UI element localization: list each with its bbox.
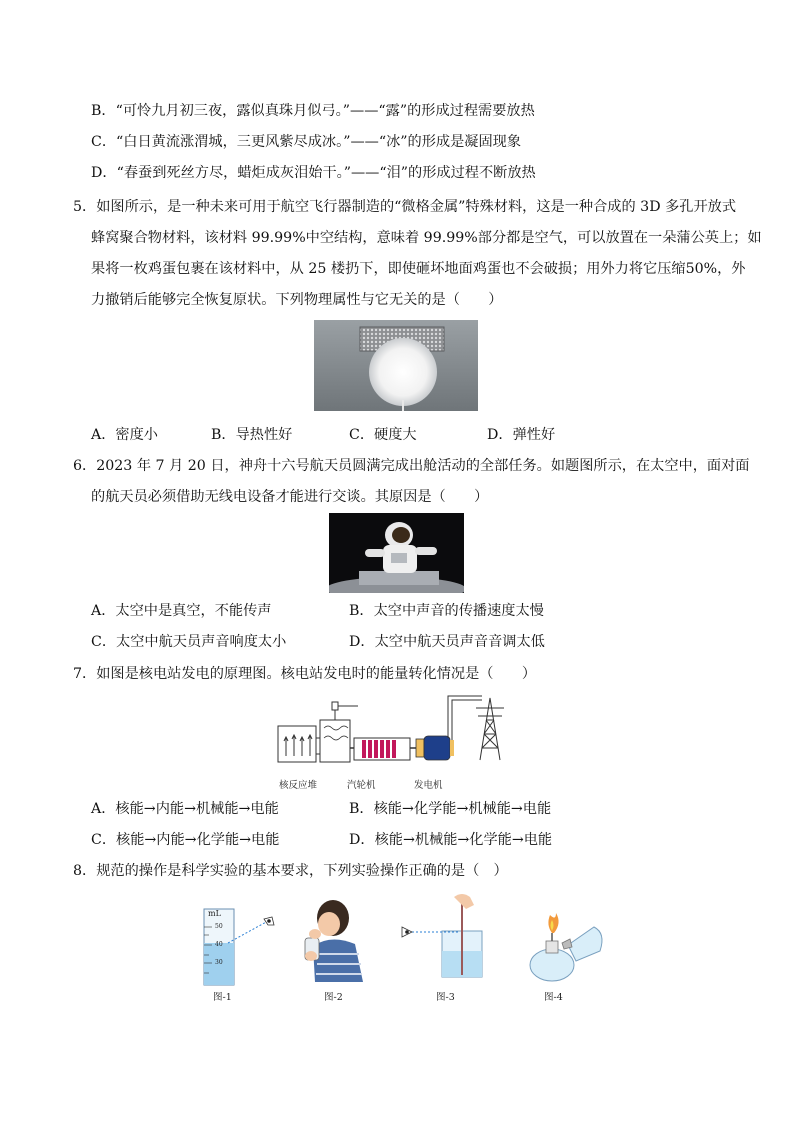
cylinder-tick-30: 30: [215, 959, 223, 966]
q6-option-b: B．太空中声音的传播速度太慢: [349, 603, 544, 619]
q7-option-d: D．核能→机械能→化学能→电能: [349, 832, 553, 848]
beaker-reading-figure: [392, 893, 484, 983]
q5-stem-line1: 5．如图所示，是一种未来可用于航空飞行器制造的“微格金属”特殊材料，这是一种合成的 3D 多孔开放式: [73, 199, 737, 215]
q5-stem-line4: 力撤销后能够完全恢复原状。下列物理属性与它无关的是（ ）: [91, 292, 503, 308]
q7-option-a: A．核能→内能→机械能→电能: [91, 801, 279, 817]
q4-option-c: C．“白日黄流涨渭城，三更风紫尽成冰。”——“冰”的形成是凝固现象: [91, 134, 522, 150]
micro-lattice-photo: [314, 320, 478, 411]
q6-option-d: D．太空中航天员声音音调太低: [349, 634, 545, 650]
q6-option-a: A．太空中是真空，不能传声: [91, 603, 272, 619]
q8-caption-fig3: 图-3: [436, 992, 455, 1003]
q6-stem-line2: 的航天员必须借助无线电设备才能进行交谈。其原因是（ ）: [91, 489, 489, 505]
smelling-gas-figure: [291, 896, 371, 984]
q5-option-b: B．导热性好: [211, 427, 293, 443]
cylinder-unit-label: mL: [208, 909, 221, 918]
cylinder-tick-40: 40: [215, 941, 223, 948]
q6-stem-line1: 6．2023 年 7 月 20 日，神舟十六号航天员圆满完成出舱活动的全部任务。如题图所示，在太空中，面对面: [73, 458, 750, 474]
q7-caption-reactor: 核反应堆: [279, 780, 318, 791]
q4-option-b: B．“可怜九月初三夜，露似真珠月似弓。”——“露”的形成过程需要放热: [91, 103, 535, 119]
q6-option-c: C．太空中航天员声音响度太小: [91, 634, 287, 650]
nuclear-plant-diagram: [276, 688, 526, 764]
cylinder-tick-50: 50: [215, 923, 223, 930]
q7-caption-turbine: 汽轮机: [347, 780, 376, 791]
q7-stem: 7．如图是核电站发电的原理图。核电站发电时的能量转化情况是（ ）: [73, 666, 537, 682]
q8-caption-fig2: 图-2: [324, 992, 343, 1003]
alcohol-lamp-figure: [526, 905, 608, 985]
q5-option-a: A．密度小: [91, 427, 158, 443]
q8-caption-fig1: 图-1: [213, 992, 232, 1003]
q7-option-c: C．核能→内能→化学能→电能: [91, 832, 280, 848]
q5-option-c: C．硬度大: [349, 427, 417, 443]
q8-stem: 8．规范的操作是科学实验的基本要求，下列实验操作正确的是（ ）: [73, 863, 508, 879]
q7-caption-generator: 发电机: [414, 780, 443, 791]
q5-option-d: D．弹性好: [487, 427, 556, 443]
q4-option-d: D．“春蚕到死丝方尽，蜡炬成灰泪始干。”——“泪”的形成过程不断放热: [91, 165, 536, 181]
q5-stem-line2: 蜂窝聚合物材料，该材料 99.99%中空结构，意味着 99.99%部分都是空气，可以放置在一朵蒲公英上；如: [91, 230, 762, 246]
q8-caption-fig4: 图-4: [544, 992, 563, 1003]
q5-stem-line3: 果将一枚鸡蛋包裹在该材料中，从 25 楼扔下，即使砸坏地面鸡蛋也不会破损；用外力将它压缩50%，外: [91, 261, 746, 277]
astronaut-photo: [329, 513, 464, 593]
q7-option-b: B．核能→化学能→机械能→电能: [349, 801, 552, 817]
